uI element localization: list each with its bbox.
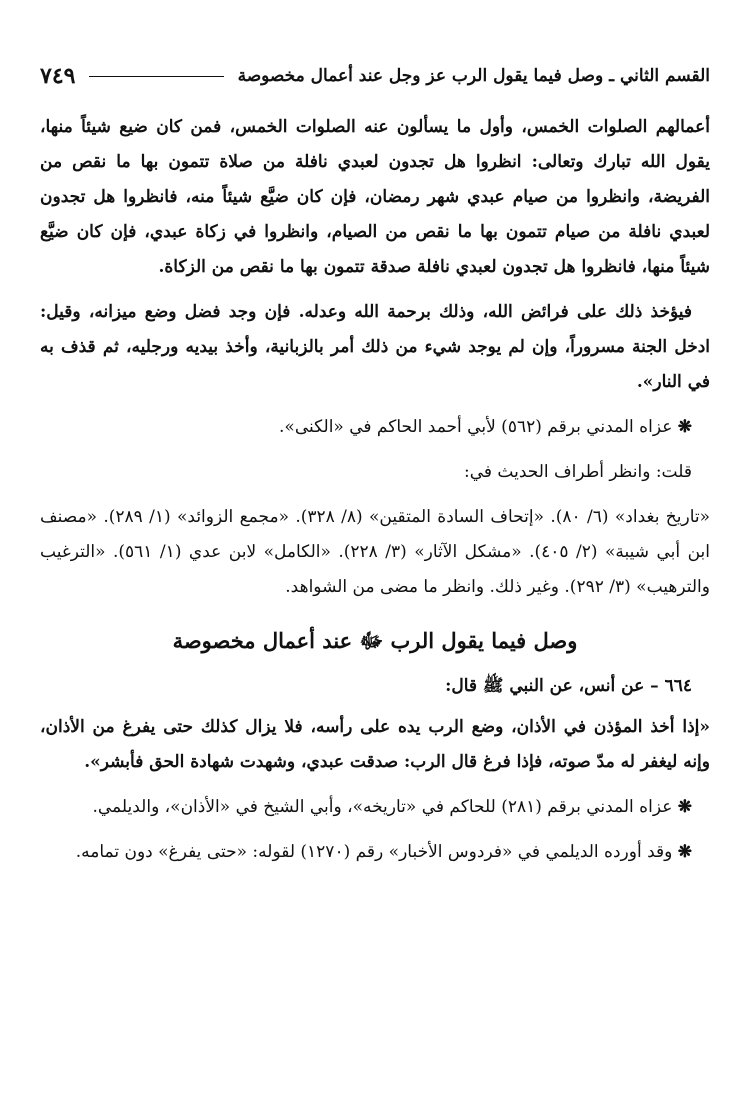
header-rule <box>89 76 223 77</box>
page-content <box>40 110 710 880</box>
bullet-icon: ❋ <box>677 797 692 817</box>
references-intro: قلت: وانظر أطراف الحديث في: <box>463 462 692 482</box>
takhrij-note <box>40 410 710 445</box>
running-title: القسم الثاني ـ وصل فيما يقول الرب عز وجل عند أعمال مخصوصة <box>237 66 710 86</box>
hadith-closing-paragraph: فيؤخذ ذلك على فرائض الله، وذلك برحمة الله وعدله. فإن وجد فضل وضع ميزانه، وقيل: ادخل الجنة مسروراً، وإن لم يوجد شيء من ذلك أمر بالزبانية، وأخذ بيديه ورجليه، ثم قذف به في النار». <box>40 302 710 392</box>
page-number: ٧٤٩ <box>40 63 76 89</box>
takhrij-note-text: عزاه المدني برقم (٥٦٢) لأبي أحمد الحاكم في «الكنى». <box>279 417 673 437</box>
references-list: «تاريخ بغداد» (٦/ ٨٠). «إتحاف السادة المتقين» (٨/ ٣٢٨). «مجمع الزوائد» (١/ ٢٨٩). «مصنف ابن أبي شيبة» (٢/ ٤٠٥). «مشكل الآثار» (٣/ ٢٢٨). «الكامل» لابن عدي (١/ ٥٦١). «الترغيب والترهيب» (٣/ ٢٩٢). وغير ذلك. وانظر ما مضى من الشواهد. <box>40 507 711 597</box>
hadith-continuation-paragraph: أعمالهم الصلوات الخمس، وأول ما يسألون عنه الصلوات الخمس، فمن كان ضيع شيئاً منها، يقول الله تبارك وتعالى: انظروا هل تجدون لعبدي نافلة من صلاة تتمون بها ما نقص من الفريضة، وانظروا من صيام عبدي شهر رمضان، فإن كان ضيَّع شيئاً منه، فانظروا هل تجدون لعبدي نافلة من صيام تتمون بها ما نقص من الصيام، وانظروا في زكاة عبدي، فإن كان ضيَّع شيئاً منها، فانظروا هل تجدون لعبدي نافلة صدقة تتمون بها ما نقص من الزكاة. <box>40 117 710 277</box>
running-header <box>40 60 710 92</box>
bullet-icon: ❋ <box>677 417 692 437</box>
hadith-number-line: ٦٦٤ – عن أنس، عن النبي ﷺ قال: <box>445 676 692 696</box>
bullet-icon: ❋ <box>677 842 692 862</box>
takhrij-note <box>40 790 710 825</box>
section-heading: وصل فيما يقول الرب ﷻ عند أعمال مخصوصة <box>172 628 578 653</box>
takhrij-note <box>40 835 710 870</box>
takhrij-note-text: عزاه المدني برقم (٢٨١) للحاكم في «تاريخه»، وأبي الشيخ في «الأذان»، والديلمي. <box>92 797 673 817</box>
hadith-text: «إذا أخذ المؤذن في الأذان، وضع الرب يده على رأسه، فلا يزال كذلك حتى يفرغ من الأذان، وإنه ليغفر له مدّ صوته، فإذا فرغ قال الرب: صدقت عبدي، وشهدت شهادة الحق فأبشر». <box>40 717 710 772</box>
takhrij-note-text: وقد أورده الديلمي في «فردوس الأخبار» رقم (١٢٧٠) لقوله: «حتى يفرغ» دون تمامه. <box>75 842 673 862</box>
